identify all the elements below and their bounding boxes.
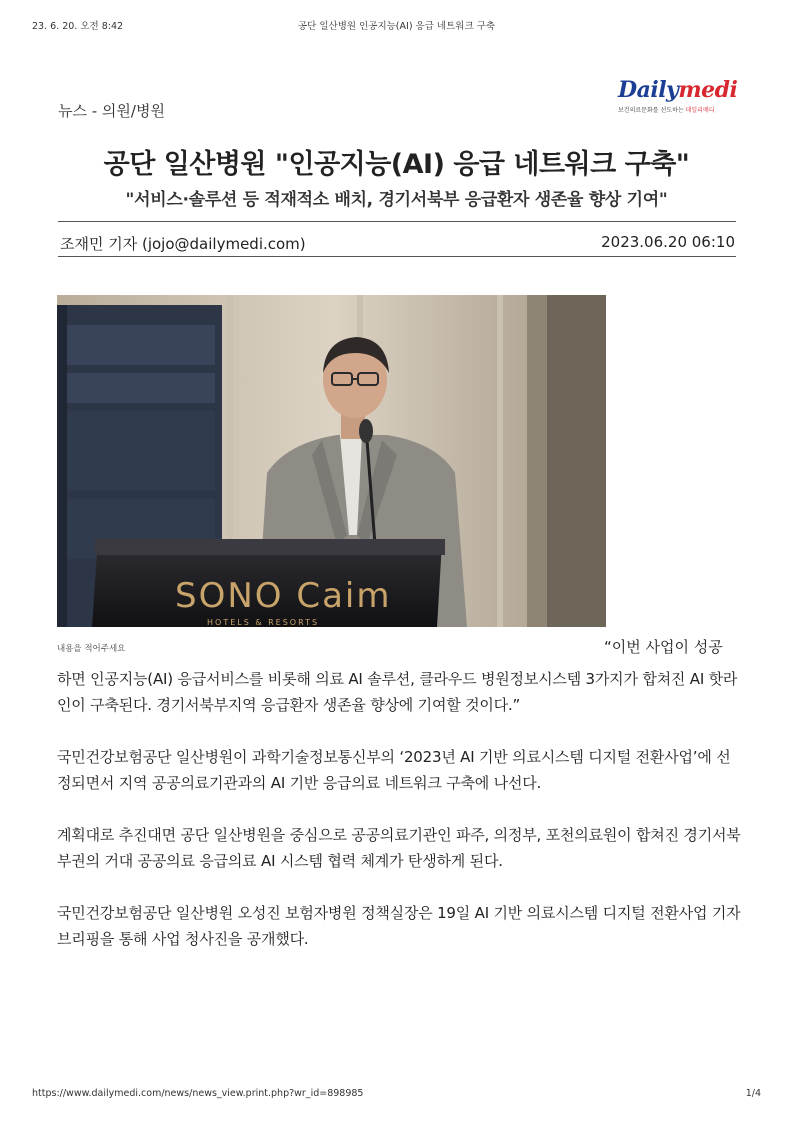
article-paragraph-4: 국민건강보험공단 일산병원 오성진 보험자병원 정책실장은 19일 AI 기반 의료시스템 디지털 전환사업 기자 브리핑을 통해 사업 청사진을 공개했다. xyxy=(57,904,741,948)
print-url[interactable]: https://www.dailymedi.com/news/news_view.print.php?wr_id=898985 xyxy=(32,1088,364,1099)
podium-brand-sub: HOTELS & RESORTS xyxy=(207,618,320,627)
print-datetime: 23. 6. 20. 오전 8:42 xyxy=(32,21,124,32)
article-paragraph-1: 하면 인공지능(AI) 응급서비스를 비롯해 의료 AI 솔루션, 클라우드 병원정보시스템 3가지가 합쳐진 AI 핫라인이 구축된다. 경기서북부지역 응급환자 생존율 향상에 기여할 것이다.” xyxy=(57,670,738,714)
article-title: 공단 일산병원 "인공지능(AI) 응급 네트워크 구축" xyxy=(103,149,690,180)
photo-caption: 내용을 적어주세요 xyxy=(57,644,126,654)
divider-bottom xyxy=(58,256,736,257)
article-subtitle: "서비스·솔루션 등 적재적소 배치, 경기서북부 응급환자 생존율 향상 기여" xyxy=(125,190,668,210)
divider-top xyxy=(58,221,736,222)
logo-tagline-accent: 데일리메디 xyxy=(685,107,715,114)
article-photo xyxy=(57,295,606,627)
category-breadcrumb[interactable]: 뉴스 - 의원/병원 xyxy=(58,102,165,120)
print-header xyxy=(32,18,761,32)
print-footer xyxy=(32,1088,761,1102)
article-paragraph-2: 국민건강보험공단 일산병원이 과학기술정보통신부의 ‘2023년 AI 기반 의료시스템 디지털 전환사업’에 선정되면서 지역 공공의료기관과의 AI 기반 응급의료 네트워크 구축에 나선다. xyxy=(57,748,731,792)
logo-word-daily: Daily xyxy=(618,77,679,103)
dailymedi-logo[interactable] xyxy=(618,78,740,118)
podium-brand: SONO Caim xyxy=(175,576,392,616)
logo-tagline-main: 보건의료문화를 선도하는 xyxy=(618,107,686,114)
logo-tagline xyxy=(618,105,740,114)
logo-wordmark xyxy=(618,78,740,102)
print-page-number: 1/4 xyxy=(745,1088,761,1099)
print-page-title: 공단 일산병원 인공지능(AI) 응급 네트워크 구축 xyxy=(298,21,495,32)
article-date: 2023.06.20 06:10 xyxy=(601,233,735,251)
article-paragraph-3: 계획대로 추진대면 공단 일산병원을 중심으로 공공의료기관인 파주, 의정부, 포천의료원이 합쳐진 경기서북부권의 거대 공공의료 응급의료 AI 시스템 협력 체계가 탄생하게 된다. xyxy=(57,826,741,870)
article-byline: 조재민 기자 (jojo@dailymedi.com) xyxy=(60,235,306,253)
logo-word-medi: medi xyxy=(678,77,738,103)
quote-start: “이번 사업이 성공 xyxy=(604,638,723,656)
